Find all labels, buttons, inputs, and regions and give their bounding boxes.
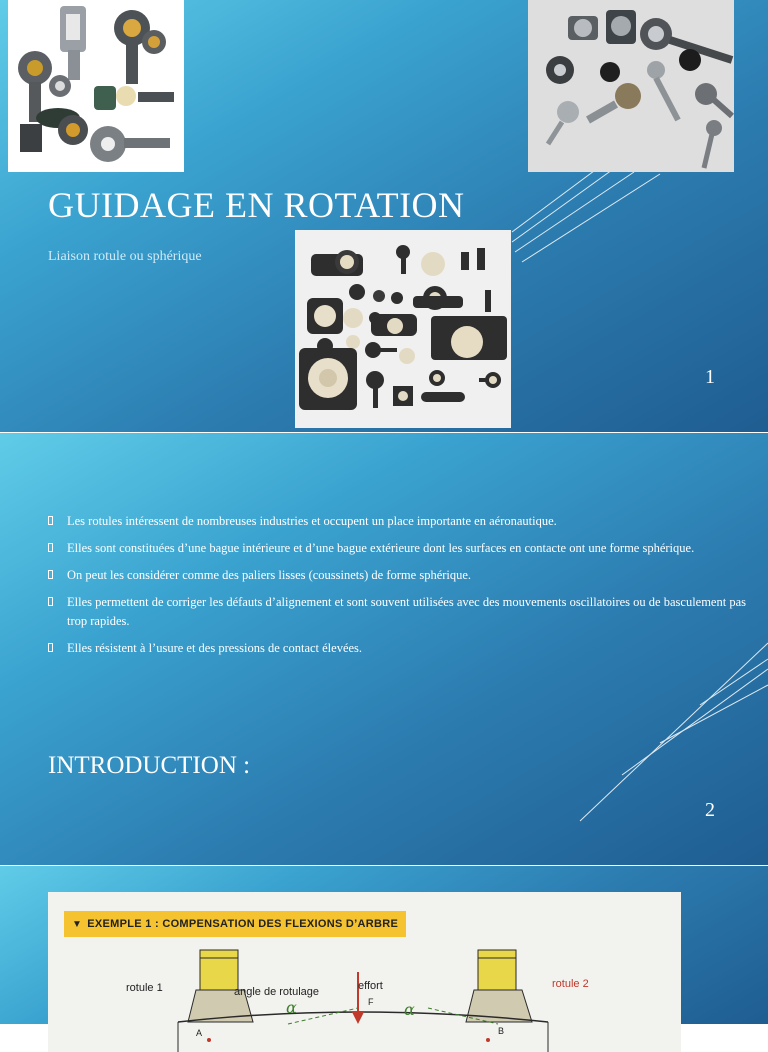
spherical-bearings-photo bbox=[528, 0, 734, 172]
slide-1 bbox=[0, 0, 768, 432]
bullet-text: Elles résistent à l’usure et des pressions de contact élevées. bbox=[67, 640, 363, 655]
effort-label: effort bbox=[358, 980, 383, 992]
bullet-item bbox=[48, 639, 746, 658]
example-header-text: EXEMPLE 1 : COMPENSATION DES FLEXIONS D’ARBRE bbox=[87, 918, 399, 930]
rotule-1-label: rotule 1 bbox=[126, 982, 163, 994]
slide-2-title: INTRODUCTION : bbox=[48, 752, 251, 779]
bullet-marker-icon bbox=[48, 543, 53, 552]
spherical-bearings-image bbox=[528, 0, 734, 172]
bullet-marker-icon bbox=[48, 643, 53, 652]
force-label: F bbox=[368, 997, 374, 1007]
bullet-marker-icon bbox=[48, 597, 53, 606]
example-diagram bbox=[48, 892, 681, 1052]
triangle-down-icon: ▼ bbox=[72, 918, 83, 930]
rod-ends-image bbox=[8, 0, 184, 172]
slide-1-subtitle: Liaison rotule ou sphérique bbox=[48, 249, 202, 264]
bullet-text: Les rotules intéressent de nombreuses industries et occupent un place importante en aéronautique. bbox=[67, 514, 557, 528]
page-number: 1 bbox=[705, 366, 715, 388]
slide-3 bbox=[0, 866, 768, 1038]
rod-ends-photo bbox=[8, 0, 184, 172]
page-number: 2 bbox=[705, 799, 715, 821]
plastic-bearings-photo bbox=[295, 230, 511, 428]
bullet-item bbox=[48, 539, 746, 558]
bullet-marker-icon bbox=[48, 516, 53, 525]
bullet-text: Elles sont constituées d’une bague intérieure et d’une bague extérieure dont les surfaces en contacte ont une forme sphérique. bbox=[67, 541, 695, 555]
rotule-2-label: rotule 2 bbox=[552, 978, 589, 990]
bullet-text: Elles permettent de corriger les défauts d’alignement et sont souvent utilisées avec des mouvements oscillatoires ou de basculement pas trop rapides. bbox=[67, 595, 746, 628]
angle-label: angle de rotulage bbox=[234, 986, 320, 998]
bullet-item bbox=[48, 512, 746, 531]
bullet-item bbox=[48, 593, 746, 630]
bullet-marker-icon bbox=[48, 570, 53, 579]
plastic-bearings-image bbox=[295, 230, 511, 428]
point-b-label: B bbox=[498, 1026, 505, 1036]
bullet-list bbox=[48, 512, 746, 666]
shaft-diagram bbox=[48, 892, 681, 1052]
alpha-right-label: α bbox=[404, 1000, 415, 1019]
bullet-text: On peut les considérer comme des paliers lisses (coussinets) de forme sphérique. bbox=[67, 568, 472, 582]
bullet-item bbox=[48, 566, 746, 585]
slide-1-title: GUIDAGE EN ROTATION bbox=[48, 185, 465, 225]
alpha-left-label: α bbox=[286, 998, 297, 1017]
point-a-label: A bbox=[196, 1028, 203, 1038]
